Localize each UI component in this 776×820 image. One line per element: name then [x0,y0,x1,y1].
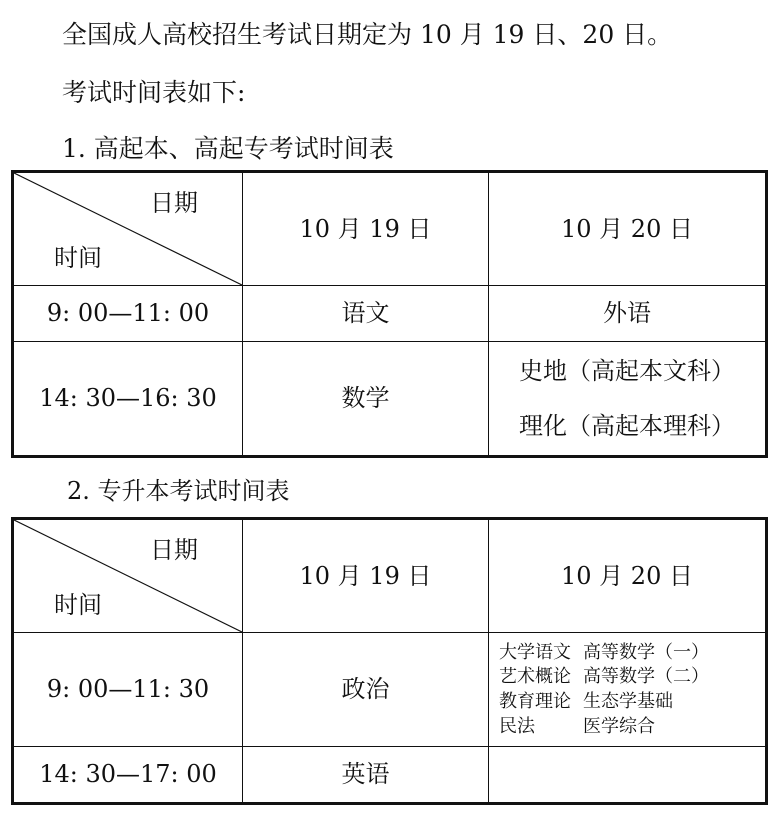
table-row [13,286,767,342]
table2-title: 2. 专升本考试时间表 [67,477,290,505]
subject-item: 大学语文 [499,641,571,663]
table1-schedule [11,170,768,458]
table1-corner-cell [13,172,243,286]
subject-item: 医学综合 [583,715,655,737]
subject-item: 民法 [499,715,535,737]
table2-schedule [11,517,768,805]
subject-list [489,642,765,737]
time-cell: 14: 30—17: 00 [13,747,243,804]
table-row [13,633,767,747]
subject-item: 高等数学（一） [583,641,709,663]
intro-line-2: 考试时间表如下: [62,78,246,107]
table1-date-header: 10 月 19 日 [243,172,489,286]
subject-cell: 英语 [243,747,489,804]
intro-line-1: 全国成人高校招生考试日期定为 10 月 19 日、20 日。 [62,20,673,49]
time-cell: 14: 30—16: 30 [13,342,243,457]
table1-header-row [13,172,767,286]
corner-date-label: 日期 [150,189,198,217]
table2-corner-cell [13,519,243,633]
table2-date-header: 10 月 19 日 [243,519,489,633]
subject-cell: 数学 [243,342,489,457]
subject-cell [489,342,767,457]
table2-header-row [13,519,767,633]
corner-time-label: 时间 [54,244,102,273]
time-cell: 9: 00—11: 00 [13,286,243,342]
table1-date-header: 10 月 20 日 [489,172,767,286]
corner-time-label: 时间 [54,591,102,620]
subject-item: 艺术概论 [499,666,571,688]
subject-item: 高等数学（二） [583,666,709,688]
diagonal-line [14,173,242,285]
subject-item: 生态学基础 [583,691,673,712]
subject-cell: 语文 [243,286,489,342]
subject-item: 史地（高起本文科） [519,356,735,385]
subject-cell: 外语 [489,286,767,342]
table1-title: 1. 高起本、高起专考试时间表 [62,134,394,163]
corner-date-label: 日期 [150,536,198,564]
empty-cell [489,747,767,804]
diagonal-line [14,520,242,632]
table2-date-header: 10 月 20 日 [489,519,767,633]
table-row [13,342,767,457]
time-cell: 9: 00—11: 30 [13,633,243,747]
subject-cell: 政治 [243,633,489,747]
subject-cell [489,633,767,747]
table-row [13,747,767,804]
subject-item: 理化（高起本理科） [519,411,735,440]
subject-item: 教育理论 [499,691,571,712]
